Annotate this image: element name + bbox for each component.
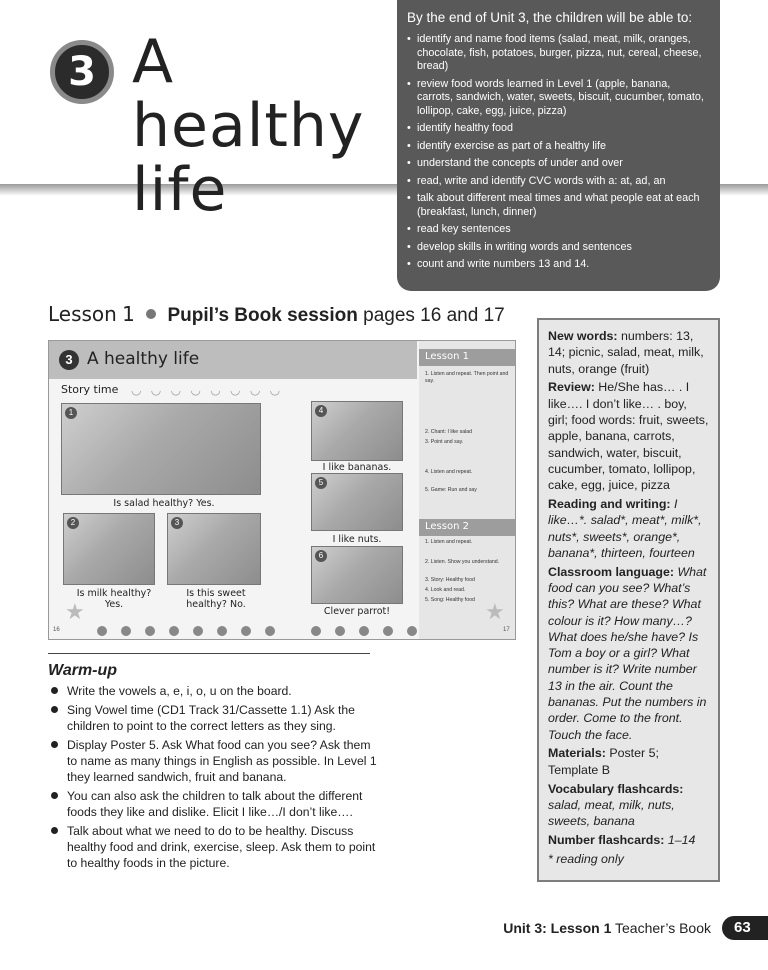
- story-picture-4: 4: [311, 401, 403, 461]
- counter-dot: [241, 626, 251, 636]
- banana-row-decoration: ◡ ◡ ◡ ◡ ◡ ◡ ◡ ◡: [131, 383, 284, 397]
- unit-title: A healthy life: [132, 27, 365, 225]
- lesson1-activity: 1. Listen and repeat. Then point and say.: [425, 371, 509, 384]
- counter-dot: [97, 626, 107, 636]
- story-caption-6: Clever parrot!: [323, 606, 391, 617]
- lesson-number: 1: [122, 302, 135, 326]
- pupil-book-lesson2-heading: Lesson 2: [419, 519, 516, 536]
- bullet-dot: [146, 309, 156, 319]
- classroom-language: Classroom language: What food can you see? What’s this? What are these? What colour is it? How many…? What does he/she have? Is Tom a boy or a girl? What number is it? Write number 13 in the air. Count the bananas. Put the numbers in order. Come to the front. Touch the face.: [548, 564, 707, 742]
- lesson-session: Pupil’s Book session: [167, 305, 358, 326]
- pupil-book-page-left: 16: [53, 627, 60, 633]
- objectives-box: [397, 0, 720, 291]
- counter-dot: [335, 626, 345, 636]
- objective-item: • read, write and identify CVC words with a: at, ad, an: [407, 175, 708, 189]
- objectives-list: [407, 33, 708, 272]
- story-time-label: Story time: [61, 383, 119, 396]
- lesson2-activity: 2. Listen. Show you understand.: [425, 559, 500, 565]
- story-caption-1: Is salad healthy? Yes.: [113, 498, 215, 509]
- warmup-item: Sing Vowel time (CD1 Track 31/Cassette 1.1) Ask the children to point to the correct letters as they sing.: [48, 702, 378, 734]
- story-picture-1: 1: [61, 403, 261, 495]
- lesson1-activity: 3. Point and say.: [425, 439, 464, 445]
- objective-item: • identify and name food items (salad, meat, milk, oranges, chocolate, fish, potatoes, burger, pizza, nut, cereal, cheese, bread): [407, 33, 708, 74]
- lesson-pages: pages 16 and 17: [363, 305, 505, 326]
- story-caption-2: Is milk healthy? Yes.: [76, 588, 152, 610]
- objective-item: • understand the concepts of under and over: [407, 157, 708, 171]
- counter-dot: [265, 626, 275, 636]
- objective-item: • count and write numbers 13 and 14.: [407, 258, 708, 272]
- lesson1-activity: 4. Listen and repeat.: [425, 469, 473, 475]
- pupil-book-footer: [49, 623, 516, 640]
- lesson-label: Lesson: [48, 302, 117, 326]
- story-picture-3: 3: [167, 513, 261, 585]
- pupil-book-lesson1-heading: Lesson 1: [419, 349, 516, 366]
- objective-item: • identify healthy food: [407, 122, 708, 136]
- lesson-info-box: [537, 318, 720, 882]
- new-words: New words: numbers: 13, 14; picnic, salad, meat, milk, nuts, orange (fruit): [548, 329, 704, 376]
- review: Review: He/She has… . I like…. I don’t like… . boy, girl; food words: fruit, sweets, apple, banana, carrots, sandwich, water, biscuit, cucumber, tomato, lollipop, cake, egg, juice, pizza: [548, 380, 709, 493]
- pupil-book-unit-number: 3: [59, 350, 79, 370]
- story-caption-5: I like nuts.: [332, 534, 382, 545]
- story-picture-5: 5: [311, 473, 403, 531]
- counter-dot: [145, 626, 155, 636]
- counter-dot: [121, 626, 131, 636]
- footer-book: Teacher’s Book: [615, 920, 711, 936]
- pupil-book-title: A healthy life: [87, 349, 200, 369]
- number-flashcards: Number flashcards: 1–14: [548, 832, 696, 847]
- warmup-divider: [48, 653, 370, 654]
- lesson1-activity: 2. Chant: I like salad: [425, 429, 473, 435]
- story-caption-4: I like bananas.: [322, 462, 392, 473]
- pupil-book-spread-image: [48, 340, 516, 640]
- counter-dot: [169, 626, 179, 636]
- objective-item: • review food words learned in Level 1 (apple, banana, carrots, sandwich, water, sweets, biscuit, cucumber, tomato, lollipop, cake, egg, juice, pizza): [407, 78, 708, 119]
- warmup-item: Write the vowels a, e, i, o, u on the board.: [48, 683, 378, 699]
- objective-item: • talk about different meal times and what people eat at each (breakfast, lunch, dinner): [407, 192, 708, 219]
- page-footer: [503, 920, 711, 936]
- lesson1-activity: 5. Game: Run and say: [425, 487, 477, 493]
- counter-dot: [383, 626, 393, 636]
- materials: Materials: Poster 5; Template B: [548, 746, 659, 777]
- objective-item: • read key sentences: [407, 223, 708, 237]
- counter-dot: [359, 626, 369, 636]
- star-icon: ★: [65, 599, 85, 624]
- warmup-title: Warm-up: [48, 662, 118, 679]
- story-caption-3: Is this sweet healthy? No.: [186, 588, 246, 610]
- reading-note: * reading only: [548, 851, 624, 866]
- warmup-list: [48, 683, 378, 874]
- lesson2-activity: 3. Story: Healthy food: [425, 577, 475, 583]
- lesson2-activity: 4. Look and read.: [425, 587, 466, 593]
- counter-dot: [407, 626, 417, 636]
- story-picture-6: 6: [311, 546, 403, 604]
- reading-writing: Reading and writing: I like…*. salad*, meat*, milk*, nuts*, sweets*, orange*, banana*, thirteen, fourteen: [548, 496, 702, 560]
- lesson2-activity: 5. Song: Healthy food: [425, 597, 475, 603]
- pupil-book-activity-panel: [419, 341, 516, 640]
- page-number: 63: [722, 916, 768, 940]
- counter-dot: [193, 626, 203, 636]
- counter-dot: [311, 626, 321, 636]
- objective-item: • develop skills in writing words and sentences: [407, 241, 708, 255]
- star-icon: ★: [485, 599, 505, 624]
- counter-dot: [217, 626, 227, 636]
- vocabulary-flashcards: Vocabulary flashcards: salad, meat, milk, nuts, sweets, banana: [548, 781, 684, 829]
- lesson2-activity: 1. Listen and repeat.: [425, 539, 473, 545]
- unit-number-badge: 3: [50, 40, 114, 104]
- warmup-item: You can also ask the children to talk about the different foods they like and dislike. Elicit I like…/I don’t like….: [48, 788, 378, 820]
- footer-unit-lesson: Unit 3: Lesson 1: [503, 920, 612, 936]
- objectives-heading: By the end of Unit 3, the children will be able to:: [407, 10, 693, 25]
- pupil-book-page-right: 17: [503, 627, 510, 633]
- story-picture-2: 2: [63, 513, 155, 585]
- warmup-item: Talk about what we need to do to be healthy. Discuss healthy food and drink, exercise, sleep. Ask them to point to healthy foods in the picture.: [48, 823, 378, 871]
- warmup-item: Display Poster 5. Ask What food can you see? Ask them to name as many things in English as possible. In Level 1 they learned sandwich, fruit and banana.: [48, 737, 378, 785]
- pupil-book-header: [49, 341, 417, 379]
- lesson-heading: [48, 302, 505, 327]
- objective-item: • identify exercise as part of a healthy life: [407, 140, 708, 154]
